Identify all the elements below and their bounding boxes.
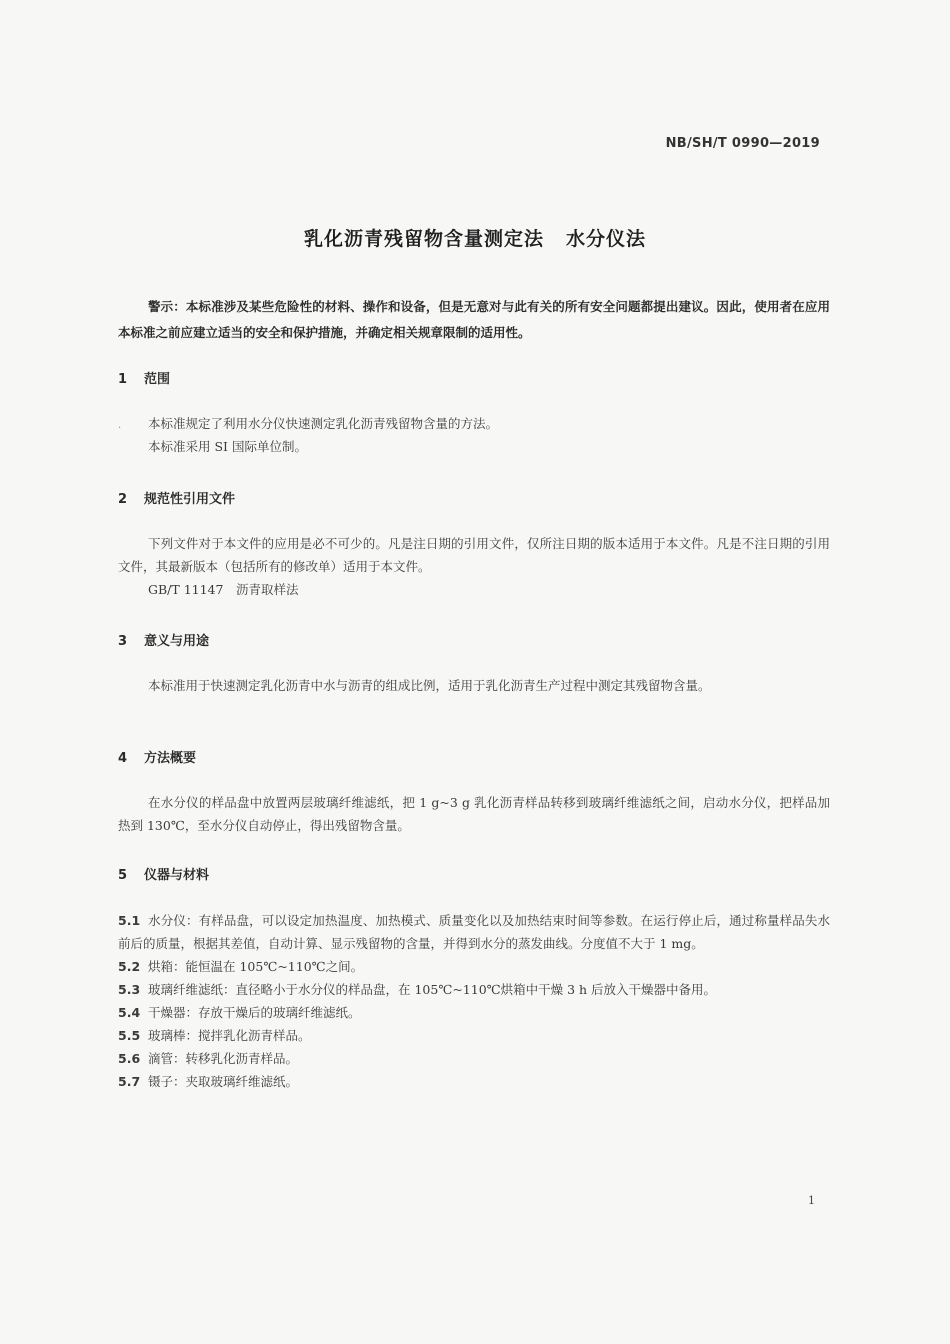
- paragraph: 本标准采用 SI 国际单位制。: [148, 439, 307, 454]
- scan-speck: .: [118, 420, 122, 431]
- standard-number: NB/SH/T 0990—2019: [665, 136, 820, 151]
- item-number: 5.7: [118, 1074, 141, 1089]
- reference-entry: GB/T 11147 沥青取样法: [148, 582, 299, 597]
- document-title: [0, 224, 950, 251]
- item-number: 5.1: [118, 913, 141, 928]
- section-title: 仪器与材料: [144, 868, 210, 883]
- page-number: 1: [808, 1194, 815, 1207]
- item-number: 5.5: [118, 1028, 141, 1043]
- section-number: 3: [118, 634, 128, 649]
- item-text: 水分仪：有样品盘，可以设定加热温度、加热模式、质量变化以及加热结束时间等参数。在运行停止后，通过称量样品失水前后的质量，根据其差值，自动计算、显示残留物的含量，并得到水分的蒸发曲线。分度值不大于 1 mg。: [118, 913, 830, 951]
- paragraph: 本标准规定了利用水分仪快速测定乳化沥青残留物含量的方法。: [148, 416, 499, 431]
- paragraph: 本标准用于快速测定乳化沥青中水与沥青的组成比例，适用于乳化沥青生产过程中测定其残留物含量。: [148, 678, 711, 693]
- item-number: 5.3: [118, 982, 141, 997]
- list-item: [118, 1001, 830, 1024]
- list-item: [118, 1070, 830, 1093]
- list-item: [118, 978, 830, 1001]
- section-title: 方法概要: [144, 751, 197, 766]
- section-5-body: [118, 909, 830, 1093]
- paragraph: 下列文件对于本文件的应用是必不可少的。凡是注日期的引用文件，仅所注日期的版本适用于本文件。凡是不注日期的引用文件，其最新版本（包括所有的修改单）适用于本文件。: [118, 536, 830, 574]
- list-item: [118, 909, 830, 955]
- item-text: 滴管：转移乳化沥青样品。: [148, 1051, 299, 1066]
- title-main: 乳化沥青残留物含量测定法: [303, 228, 544, 250]
- section-5-heading: [118, 864, 209, 883]
- section-number: 1: [118, 372, 128, 387]
- section-title: 意义与用途: [144, 634, 210, 649]
- item-number: 5.4: [118, 1005, 141, 1020]
- section-1-body: [118, 412, 830, 458]
- list-item: [118, 955, 830, 978]
- paragraph: 在水分仪的样品盘中放置两层玻璃纤维滤纸，把 1 g~3 g 乳化沥青样品转移到玻璃纤维滤纸之间，启动水分仪，把样品加热到 130℃，至水分仪自动停止，得出残留物含量。: [118, 795, 830, 833]
- section-4-heading: [118, 747, 196, 766]
- item-number: 5.2: [118, 959, 141, 974]
- section-number: 5: [118, 868, 128, 883]
- section-3-heading: [118, 630, 209, 649]
- safety-warning: 警示：本标准涉及某些危险性的材料、操作和设备，但是无意对与此有关的所有安全问题都提出建议。因此，使用者在应用本标准之前应建立适当的安全和保护措施，并确定相关规章限制的适用性。: [118, 299, 830, 340]
- item-number: 5.6: [118, 1051, 141, 1066]
- list-item: [118, 1047, 830, 1070]
- section-3-body: [118, 674, 830, 697]
- section-title: 范围: [144, 372, 171, 387]
- section-4-body: [118, 791, 830, 837]
- item-text: 镊子：夹取玻璃纤维滤纸。: [148, 1074, 299, 1089]
- title-sub: 水分仪法: [566, 228, 647, 250]
- list-item: [118, 1024, 830, 1047]
- section-number: 4: [118, 751, 128, 766]
- section-2-heading: [118, 488, 235, 507]
- section-number: 2: [118, 492, 128, 507]
- section-1-heading: [118, 368, 170, 387]
- section-2-body: [118, 532, 830, 601]
- item-text: 干燥器：存放干燥后的玻璃纤维滤纸。: [148, 1005, 361, 1020]
- item-text: 玻璃纤维滤纸：直径略小于水分仪的样品盘，在 105℃~110℃烘箱中干燥 3 h 后放入干燥器中备用。: [148, 982, 717, 997]
- item-text: 烘箱：能恒温在 105℃~110℃之间。: [148, 959, 364, 974]
- item-text: 玻璃棒：搅拌乳化沥青样品。: [148, 1028, 311, 1043]
- section-title: 规范性引用文件: [144, 492, 236, 507]
